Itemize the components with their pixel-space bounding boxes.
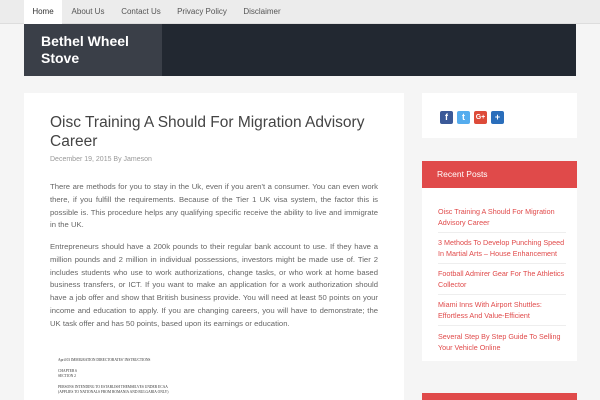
nav-privacy-policy[interactable]: Privacy Policy (177, 7, 227, 16)
recent-posts-header (422, 161, 577, 188)
divider (438, 294, 566, 295)
post-title[interactable]: Oisc Training A Should For Migration Advisory Career (50, 114, 365, 150)
facebook-icon[interactable]: f (440, 111, 453, 124)
nav-contact-us[interactable]: Contact Us (121, 7, 161, 16)
scan-line: PERSONS INTENDING TO ESTABLISH THEMSELVES UNDER ECAA (58, 385, 168, 389)
recent-post-link[interactable]: 3 Methods To Develop Punching Speed In Martial Arts – House Enhancement (438, 238, 565, 258)
document-scan-image (58, 358, 208, 400)
top-navigation (0, 0, 600, 24)
recent-post-link[interactable]: Several Step By Step Guide To Selling Your Vehicle Online (438, 332, 561, 352)
share-widget (422, 93, 577, 138)
recent-post-link[interactable]: Oisc Training A Should For Migration Advisory Career (438, 207, 555, 227)
recent-posts-title: Recent Posts (437, 169, 488, 179)
nav-disclaimer[interactable]: Disclaimer (243, 7, 281, 16)
post-meta: December 19, 2015 By Jameson (50, 156, 152, 163)
site-title[interactable]: Bethel Wheel Stove (41, 33, 129, 66)
post-paragraph: Entrepreneurs should have a 200k pounds to their regular bank account to use. If they have a million pounds and 2 million in individual possessions, investors might be made use of. Tier 2 includes students who use to work authorizations, change tasks, or who work at home based business transfers, or ICT. If you want to make an application for a work authorization should have a job offer and show that British business provide. You will need at least 50 points on your income and education to apply. If you are changing careers, you will have to demonstrate; the UK task offer and has 50 points, based upon its earnings or education. (50, 242, 378, 328)
recent-posts-widget (422, 161, 577, 361)
next-widget-header (422, 393, 577, 400)
divider (438, 232, 566, 233)
scan-line: April 03 IMMIGRATION DIRECTORATES' INSTRUCTIONS (58, 358, 151, 362)
recent-post-link[interactable]: Football Admirer Gear For The Athletics Collector (438, 269, 565, 289)
share-icon[interactable]: + (491, 111, 504, 124)
twitter-icon[interactable]: t (457, 111, 470, 124)
scan-line: SECTION 2 (58, 374, 76, 378)
site-logo-box[interactable] (24, 24, 162, 76)
nav-about-us[interactable]: About Us (71, 7, 105, 16)
divider (438, 263, 566, 264)
post-paragraph: There are methods for you to stay in the Uk, even if you aren't a consumer. You can even work there, if you fulfill the requirements. Because of the Tier 1 UK visa system, the factor this is possible is. This procedure helps any qualifying specific receive the ability to live and immigrate in the UK. (50, 182, 378, 230)
post-article (24, 93, 404, 400)
divider (438, 325, 566, 326)
recent-post-link[interactable]: Miami Inns With Airport Shuttles: Effortless And Value-Efficient (438, 300, 542, 320)
site-header (24, 24, 576, 76)
scan-line: CHAPTER 6 (58, 369, 78, 373)
scan-line: (APPLIES TO NATIONALS FROM ROMANIA AND BULGARIA ONLY) (58, 390, 169, 394)
nav-home[interactable]: Home (24, 0, 62, 24)
google-plus-icon[interactable]: G+ (474, 111, 487, 124)
